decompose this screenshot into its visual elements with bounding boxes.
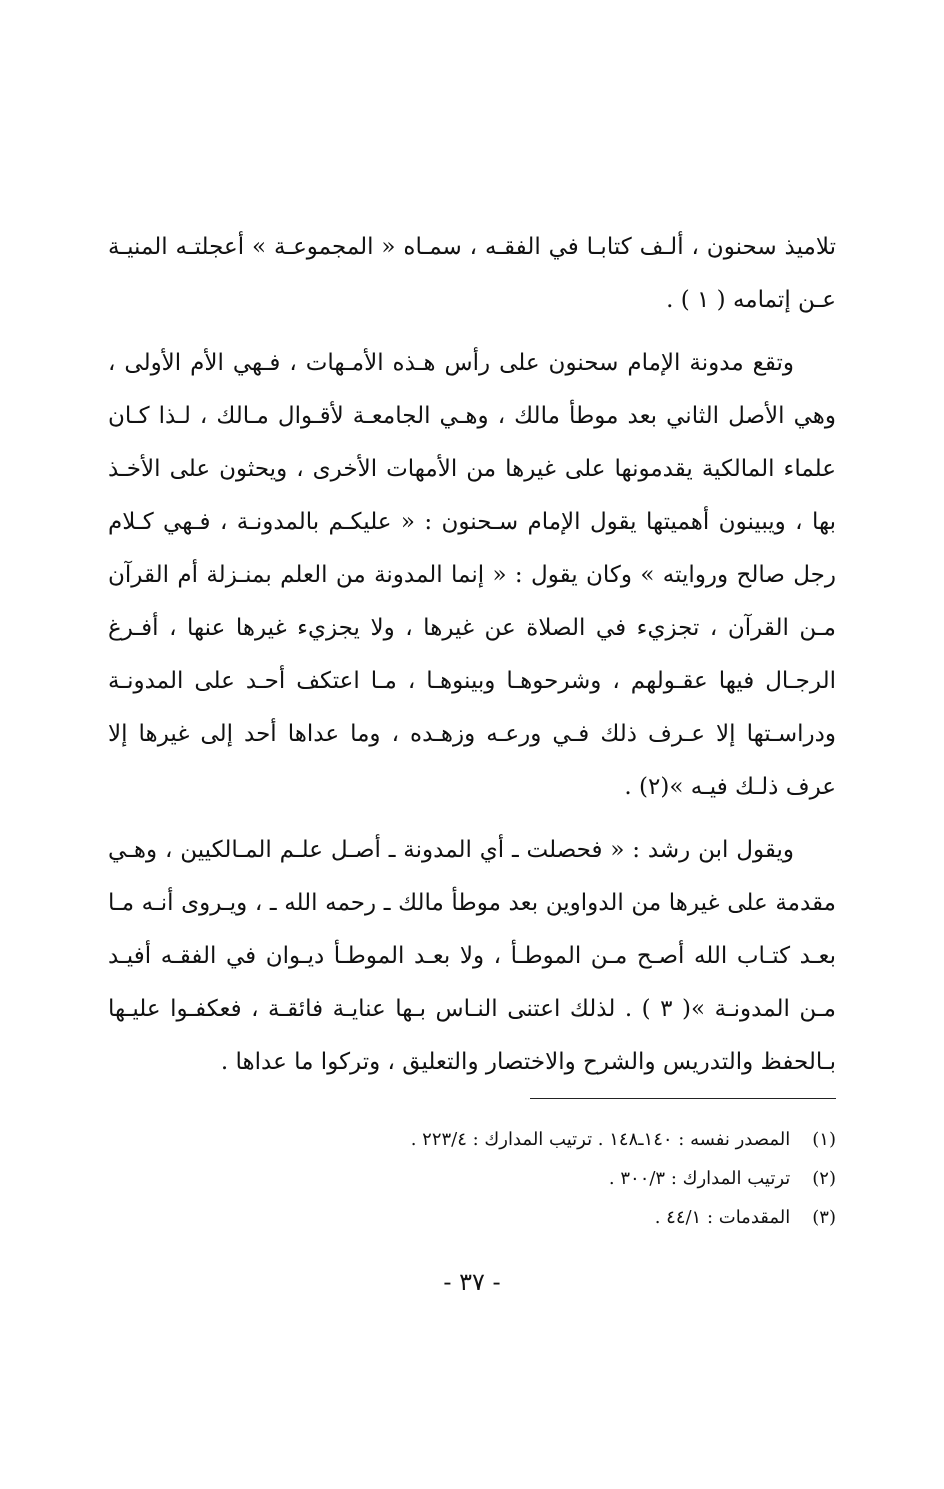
- footnote-text: المقدمات : ٤٤/١ .: [654, 1207, 791, 1228]
- footnote-text: ترتيب المدارك : ٣٠٠/٣ .: [608, 1168, 791, 1189]
- paragraph-1: تلاميذ سحنون ، ألـف كتابـا في الفقـه ، سمـاه « المجموعـة » أعجلتـه المنيـة عـن إتمامه ( ١ ) .: [108, 234, 836, 313]
- footnote-text: المصدر نفسه : ١٤٠ـ١٤٨ . ترتيب المدارك : ٢٢٣/٤ .: [410, 1129, 791, 1150]
- main-text: [108, 221, 836, 1089]
- footnote-number: (١): [812, 1129, 836, 1150]
- footnote-2: [108, 1159, 836, 1198]
- footnote-divider: [530, 1098, 836, 1099]
- footnote-number: (٢): [812, 1168, 836, 1189]
- footnote-number: (٣): [812, 1207, 836, 1228]
- page-number: - ٣٧ -: [443, 1268, 501, 1296]
- footnote-3: [108, 1198, 836, 1237]
- paragraph-2: وتقع مدونة الإمام سحنون على رأس هـذه الأمـهات ، فـهي الأم الأولى ، وهي الأصل الثاني بعد موطأ مالك ، وهـي الجامعـة لأقـوال مـالك ، لـذا كـان علماء المالكية يقدمونها على غيرها من الأمهات الأخرى ، ويحثون على الأخـذ بها ، ويبينون أهميتها يقول الإمام سـحنون : « عليكـم بالمدونـة ، فـهي كـلام رجل صالح وروايته » وكان يقول : « إنما المدونة من العلم بمنـزلة أم القرآن مـن القرآن ، تجزيء في الصلاة عن غيرها ، ولا يجزيء غيرها عنها ، أفـرغ الرجـال فيها عقـولهم ، وشرحوهـا وبينوهـا ، مـا اعتكف أحـد على المدونـة ودراسـتها إلا عـرف ذلك فـي ورعـه وزهـده ، وما عداها أحد إلى غيرها إلا عرف ذلـك فيـه »(٢) .: [108, 350, 836, 800]
- footnotes: [108, 1120, 836, 1237]
- paragraph-3: ويقول ابن رشد : « فحصلت ـ أي المدونة ـ أصـل علـم المـالكيين ، وهـي مقدمة على غيرها من الدواوين بعد موطأ مالك ـ رحمه الله ـ ، ويـروى أنـه مـا بعـد كتـاب الله أصـح مـن الموطـأ ، ولا بعـد الموطـأ ديـوان في الفقـه أفيـد مـن المدونـة »( ٣ ) . لذلك اعتنى النـاس بـها عنايـة فائقـة ، فعكفـوا عليـها بـالحفظ والتدريس والشرح والاختصار والتعليق ، وتركوا ما عداها .: [108, 837, 836, 1075]
- footnote-1: [108, 1120, 836, 1159]
